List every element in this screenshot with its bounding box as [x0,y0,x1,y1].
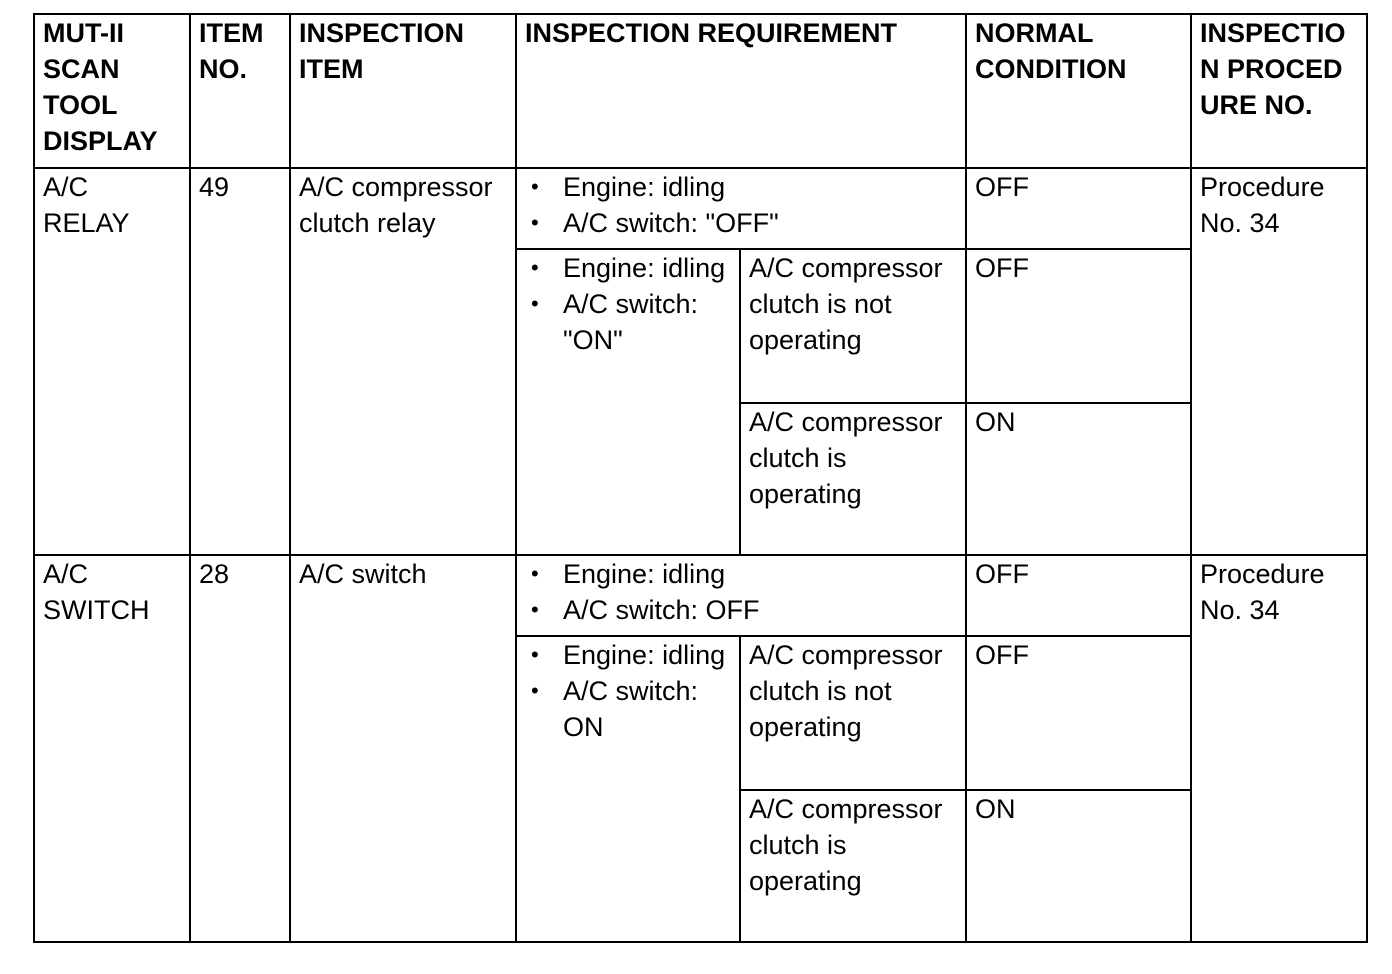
requirement-list [525,169,957,241]
sub-requirement-cell: A/C compressor clutch is not operating [740,249,966,403]
procedure-cell: Procedure No. 34 [1191,555,1367,942]
table-row [34,555,1367,636]
table-row [34,168,1367,249]
requirement-list [525,250,731,358]
requirement-list [525,556,957,628]
list-item: • Engine: idling [563,169,957,205]
header-item-no: ITEM NO. [190,14,290,168]
header-normal-condition: NORMAL CONDITION [966,14,1191,168]
requirement-cell [516,555,966,636]
requirement-cell [516,249,740,555]
sub-requirement-cell: A/C compressor clutch is not operating [740,636,966,790]
list-item: • A/C switch: ON [563,673,731,745]
scan-tool-display-cell: A/C SWITCH [34,555,190,942]
header-procedure-no: INSPECTION PROCEDURE NO. [1191,14,1367,168]
scan-tool-display-cell: A/C RELAY [34,168,190,555]
item-no-cell: 28 [190,555,290,942]
procedure-cell: Procedure No. 34 [1191,168,1367,555]
list-item: • Engine: idling [563,637,731,673]
normal-condition-cell: OFF [966,168,1191,249]
inspection-table [33,13,1368,943]
header-row [34,14,1367,168]
requirement-cell [516,636,740,942]
header-inspection-item: INSPECTION ITEM [290,14,516,168]
normal-condition-cell: OFF [966,249,1191,403]
requirement-list [525,637,731,745]
list-item: • A/C switch: "ON" [563,286,731,358]
sub-requirement-cell: A/C compressor clutch is operating [740,403,966,555]
inspection-item-cell: A/C compressor clutch relay [290,168,516,555]
list-item: • A/C switch: OFF [563,592,957,628]
header-inspection-requirement: INSPECTION REQUIREMENT [516,14,966,168]
list-item: • Engine: idling [563,556,957,592]
inspection-item-cell: A/C switch [290,555,516,942]
sub-requirement-cell: A/C compressor clutch is operating [740,790,966,942]
normal-condition-cell: OFF [966,555,1191,636]
normal-condition-cell: ON [966,403,1191,555]
requirement-cell [516,168,966,249]
normal-condition-cell: OFF [966,636,1191,790]
list-item: • Engine: idling [563,250,731,286]
list-item: • A/C switch: "OFF" [563,205,957,241]
item-no-cell: 49 [190,168,290,555]
header-scan-tool-display: MUT-II SCAN TOOL DISPLAY [34,14,190,168]
normal-condition-cell: ON [966,790,1191,942]
